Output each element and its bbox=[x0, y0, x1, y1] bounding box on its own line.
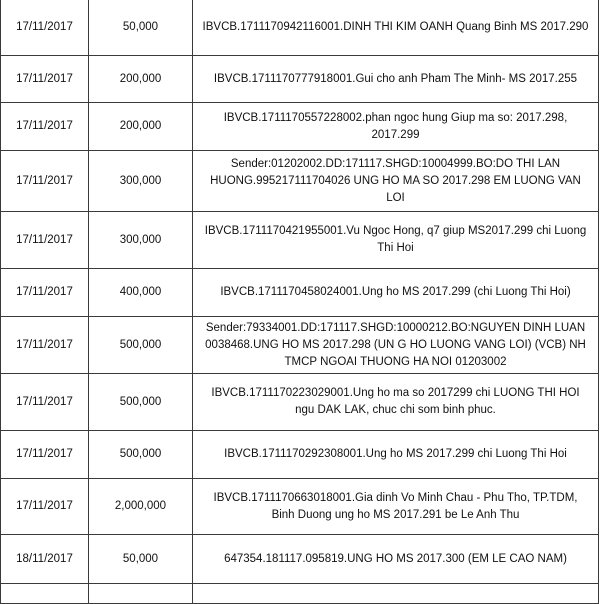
table-row bbox=[1, 479, 599, 535]
date-cell: 17/11/2017 bbox=[1, 269, 89, 317]
date-cell: 17/11/2017 bbox=[1, 431, 89, 479]
table-row bbox=[1, 56, 599, 103]
date-cell: 17/11/2017 bbox=[1, 151, 89, 212]
amount-cell: 50,000 bbox=[89, 535, 193, 584]
table-row bbox=[1, 317, 599, 374]
description-cell: IBVCB.1711170421955001.Vu Ngoc Hong, q7 giup MS2017.299 chi Luong Thi Hoi bbox=[193, 212, 599, 269]
description-cell bbox=[193, 584, 599, 604]
table-row bbox=[1, 431, 599, 479]
date-cell: 18/11/2017 bbox=[1, 535, 89, 584]
amount-cell: 200,000 bbox=[89, 103, 193, 151]
description-cell: IBVCB.1711170663018001.Gia dinh Vo Minh Chau - Phu Tho, TP.TDM, Binh Duong ung ho MS 2017.291 be Le Anh Thu bbox=[193, 479, 599, 535]
amount-cell: 200,000 bbox=[89, 56, 193, 103]
date-cell: 17/11/2017 bbox=[1, 103, 89, 151]
amount-cell: 500,000 bbox=[89, 317, 193, 374]
donations-table-body bbox=[1, 0, 599, 604]
date-cell bbox=[1, 584, 89, 604]
date-cell: 17/11/2017 bbox=[1, 0, 89, 56]
description-cell: IBVCB.1711170777918001.Gui cho anh Pham The Minh- MS 2017.255 bbox=[193, 56, 599, 103]
description-cell: IBVCB.1711170942116001.DINH THI KIM OANH Quang Binh MS 2017.290 bbox=[193, 0, 599, 56]
description-cell: 647354.181117.095819.UNG HO MS 2017.300 (EM LE CAO NAM) bbox=[193, 535, 599, 584]
amount-cell: 300,000 bbox=[89, 212, 193, 269]
amount-cell: 500,000 bbox=[89, 431, 193, 479]
table-row bbox=[1, 535, 599, 584]
description-cell: IBVCB.1711170458024001.Ung ho MS 2017.299 (chi Luong Thi Hoi) bbox=[193, 269, 599, 317]
description-cell: Sender:01202002.DD:171117.SHGD:10004999.BO:DO THI LAN HUONG.995217111704026 UNG HO MA SO 2017.298 EM LUONG VAN LOI bbox=[193, 151, 599, 212]
amount-cell: 500,000 bbox=[89, 374, 193, 431]
table-row bbox=[1, 374, 599, 431]
amount-cell: 2,000,000 bbox=[89, 479, 193, 535]
amount-cell: 400,000 bbox=[89, 269, 193, 317]
date-cell: 17/11/2017 bbox=[1, 212, 89, 269]
date-cell: 17/11/2017 bbox=[1, 479, 89, 535]
amount-cell: 300,000 bbox=[89, 151, 193, 212]
description-cell: IBVCB.1711170223029001.Ung ho ma so 2017299 chi LUONG THI HOI ngu DAK LAK, chuc chi som binh phuc. bbox=[193, 374, 599, 431]
amount-cell: 50,000 bbox=[89, 0, 193, 56]
description-cell: IBVCB.1711170292308001.Ung ho MS 2017.299 chi Luong Thi Hoi bbox=[193, 431, 599, 479]
date-cell: 17/11/2017 bbox=[1, 56, 89, 103]
amount-cell bbox=[89, 584, 193, 604]
table-row bbox=[1, 151, 599, 212]
date-cell: 17/11/2017 bbox=[1, 317, 89, 374]
table-row bbox=[1, 0, 599, 56]
description-cell: Sender:79334001.DD:171117.SHGD:10000212.BO:NGUYEN DINH LUAN 0038468.UNG HO MS 2017.298 (UN G HO LUONG VANG LOI) (VCB) NH TMCP NGOAI THUONG HA NOI 01203002 bbox=[193, 317, 599, 374]
table-row bbox=[1, 103, 599, 151]
date-cell: 17/11/2017 bbox=[1, 374, 89, 431]
table-row bbox=[1, 269, 599, 317]
table-row bbox=[1, 584, 599, 604]
description-cell: IBVCB.1711170557228002.phan ngoc hung Giup ma so: 2017.298, 2017.299 bbox=[193, 103, 599, 151]
table-row bbox=[1, 212, 599, 269]
